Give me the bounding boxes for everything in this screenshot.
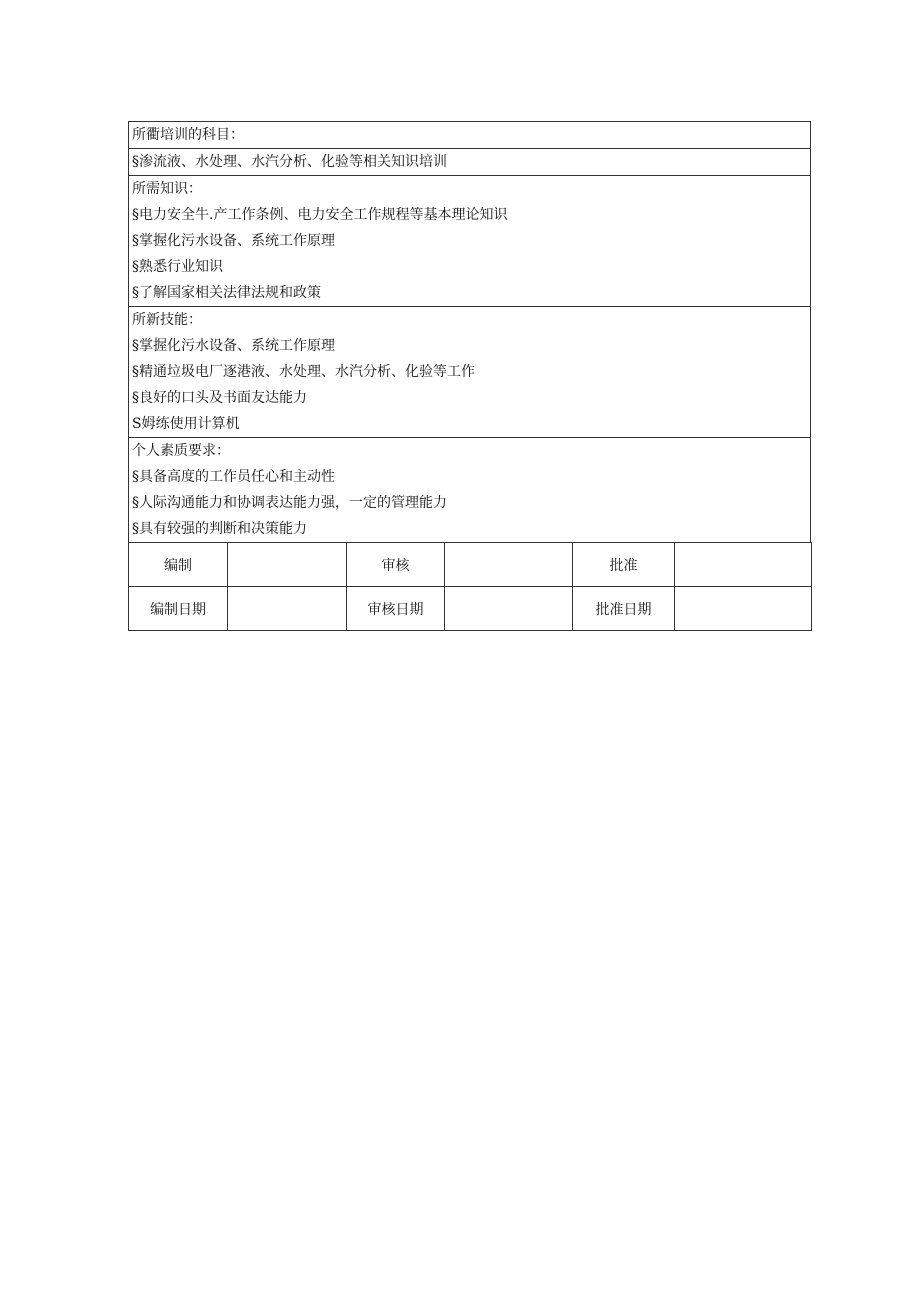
review-date-field[interactable] <box>445 587 573 631</box>
compile-label: 编制 <box>129 543 228 587</box>
signoff-table <box>128 542 812 631</box>
list-item: §良好的口头及书面友达能力 <box>132 390 307 406</box>
section-training <box>129 122 810 175</box>
section-title: 个人素质要求： <box>132 443 230 459</box>
list-item: S姆练使用计算机 <box>132 416 240 432</box>
section-title: 所需知识： <box>132 181 202 197</box>
section-qualities <box>129 437 810 542</box>
review-label: 审核 <box>347 543 445 587</box>
list-item: §具备高度的工作员任心和主动性 <box>132 469 335 485</box>
compile-field[interactable] <box>228 543 347 587</box>
table-row <box>129 587 812 631</box>
list-item: §掌握化污水设备、系统工作原理 <box>132 338 335 354</box>
list-item: §人际沟通能力和协调表达能力强，一定的管理能力 <box>132 495 447 511</box>
compile-date-field[interactable] <box>228 587 347 631</box>
approve-date-field[interactable] <box>675 587 812 631</box>
section-title: 所新技能： <box>132 312 202 328</box>
list-item: §精通垃圾电厂逐港液、水处理、水汽分析、化验等工作 <box>132 364 475 380</box>
list-item: §掌握化污水设备、系统工作原理 <box>132 233 335 249</box>
table-row <box>129 543 812 587</box>
list-item: §渗流液、水处理、水汽分析、化验等相关知识培训 <box>129 148 810 175</box>
list-item: §具有较强的判断和决策能力 <box>132 521 307 537</box>
approve-field[interactable] <box>675 543 812 587</box>
section-skills <box>129 306 810 437</box>
section-title: 所衢培训的科目： <box>132 127 244 143</box>
job-spec-table <box>128 121 811 631</box>
approve-label: 批准 <box>573 543 675 587</box>
list-item: §熟悉行业知识 <box>132 259 223 275</box>
requirements-box <box>128 121 811 542</box>
approve-date-label: 批准日期 <box>573 587 675 631</box>
list-item: §电力安全牛.产工作条例、电力安全工作规程等基本理论知识 <box>132 207 508 223</box>
compile-date-label: 编制日期 <box>129 587 228 631</box>
section-knowledge <box>129 175 810 306</box>
review-field[interactable] <box>445 543 573 587</box>
list-item: §了解国家相关法律法规和政策 <box>132 285 321 301</box>
review-date-label: 审核日期 <box>347 587 445 631</box>
